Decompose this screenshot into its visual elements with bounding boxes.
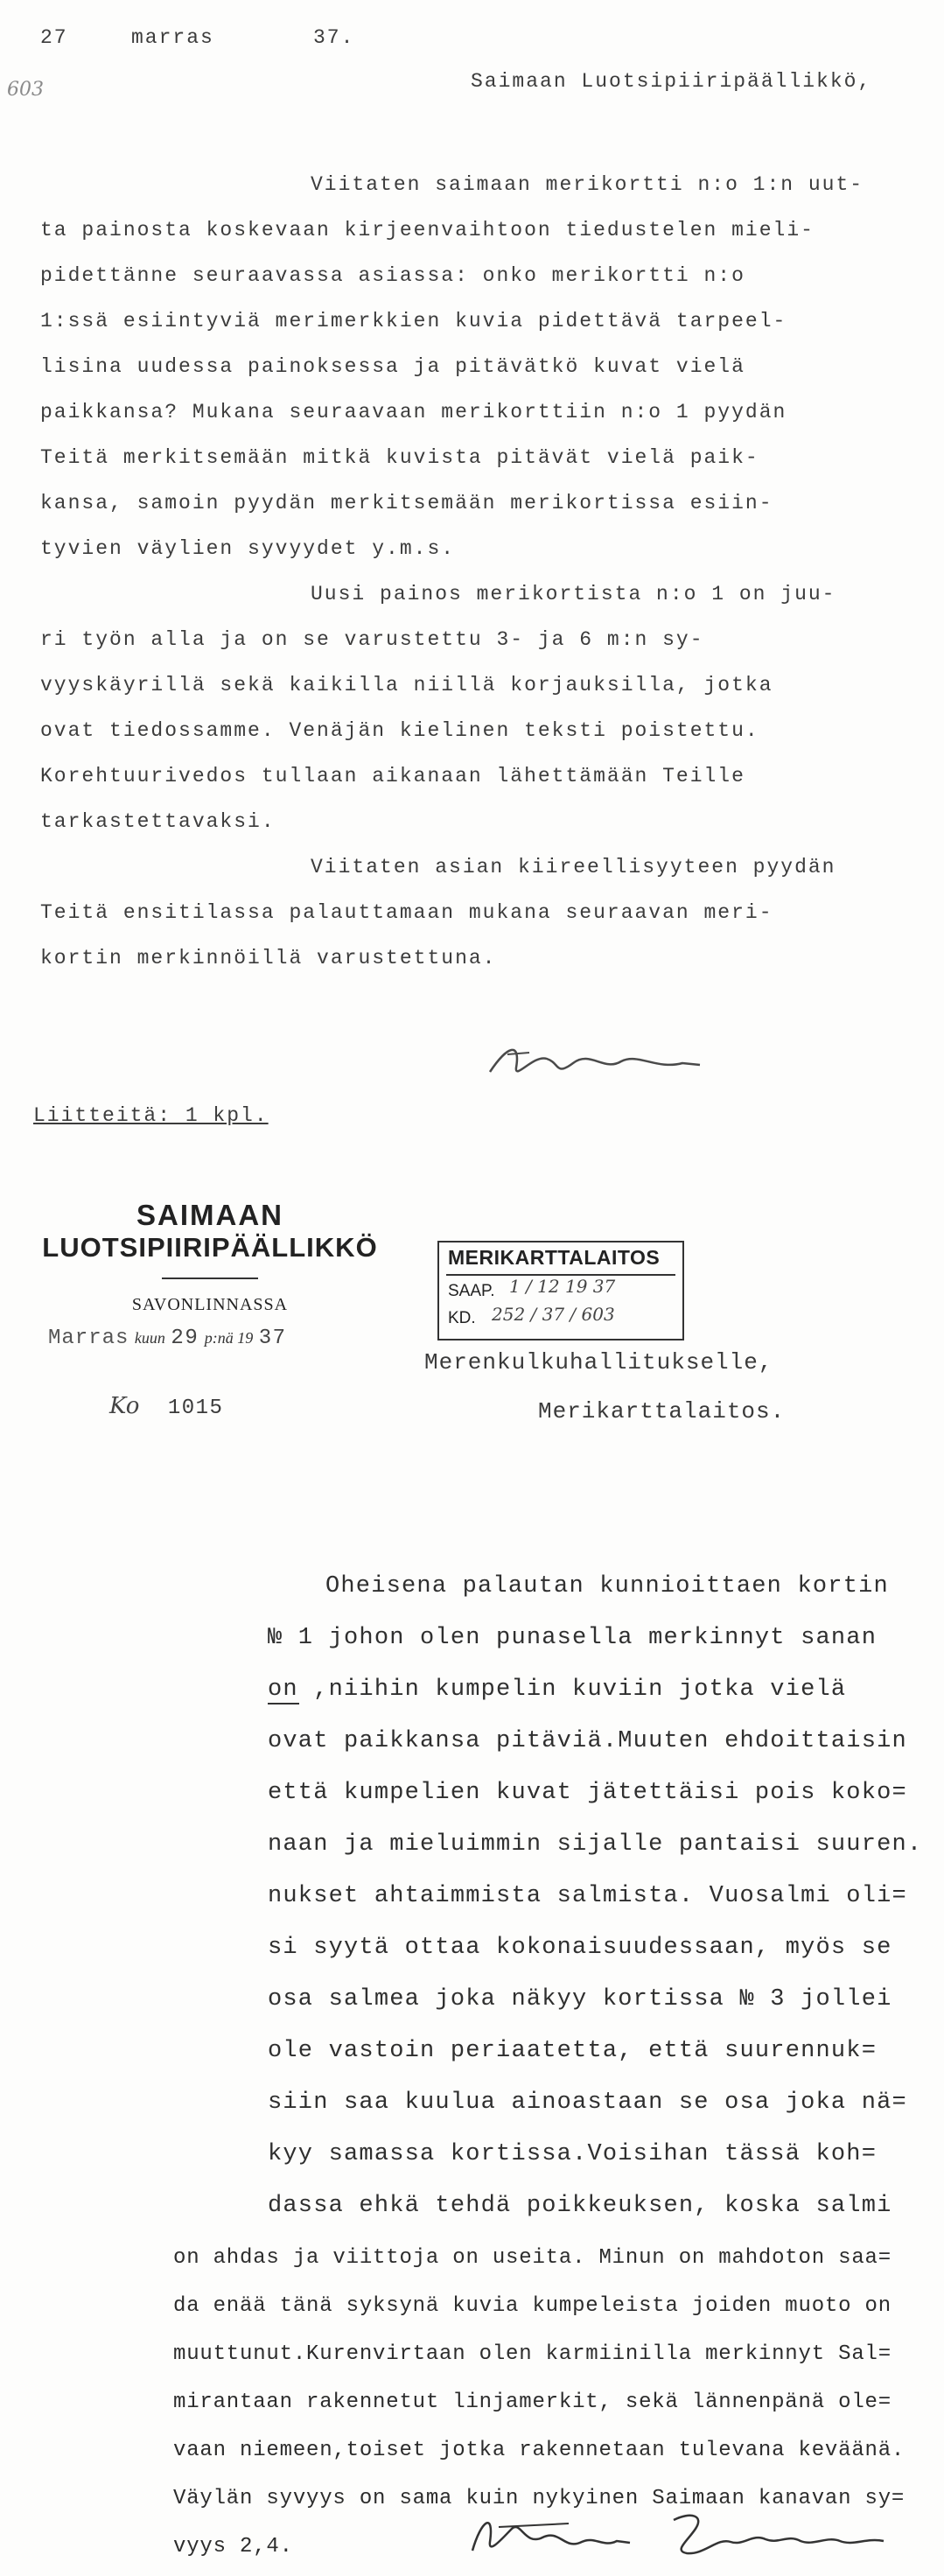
letter1-line: tarkastettavaksi.	[40, 810, 276, 833]
signature-1-icon	[481, 1028, 709, 1089]
reply-line: si syytä ottaa kokonaisuudessaan, myös se	[268, 1935, 892, 1961]
letter1-line: Teitä merkitsemään mitkä kuvista pitävät vielä paik-	[40, 446, 759, 469]
reply-line: kyy samassa kortissa.Voisihan tässä koh=	[268, 2141, 878, 2167]
reply-line: on ,niihin kumpelin kuviin jotka vielä	[268, 1676, 847, 1703]
reply-line: Oheisena palautan kunnioittaen kortin	[325, 1573, 889, 1600]
reply-line: että kumpelien kuvat jätettäisi pois koko=	[268, 1780, 907, 1806]
letter1-line: vyyskäyrillä sekä kaikilla niillä korjauksilla, jotka	[40, 674, 773, 696]
reply-line: osa salmea joka näkyy kortissa № 3 jollei	[268, 1986, 892, 2012]
letter1-line: Teitä ensitilassa palauttamaan mukana seuraavan meri-	[40, 901, 773, 924]
stamp-left-divider	[162, 1278, 258, 1279]
address-line2: Merikarttalaitos.	[538, 1398, 786, 1424]
on-underline	[268, 1703, 299, 1704]
signature-2-icon	[464, 2502, 901, 2564]
letter1-line: Viitaten asian kiireellisyyteen pyydän	[311, 856, 836, 878]
stamp-date-year: 37	[258, 1326, 287, 1350]
reply-small-line: mirantaan rakennetut linjamerkit, sekä lännenpänä ole=	[173, 2390, 892, 2414]
letter1-line: lisina uudessa painoksessa ja pitävätkö kuvat vielä	[40, 355, 745, 378]
stamp-kd-label: KD.	[448, 1309, 476, 1327]
number-prefix: Ko	[109, 1393, 140, 1419]
reply-line: ovat paikkansa pitäviä.Muuten ehdoittaisin	[268, 1728, 907, 1754]
stamp-saap-label: SAAP.	[448, 1282, 495, 1300]
reply-small-line: da enää tänä syksynä kuvia kumpeleista joiden muoto on	[173, 2294, 892, 2318]
reply-small-line: muuttunut.Kurenvirtaan olen karmiinilla merkinnyt Sal=	[173, 2342, 892, 2366]
letter1-line: Uusi painos merikortista n:o 1 on juu-	[311, 583, 836, 606]
letter1-line: pidettänne seuraavassa asiassa: onko merikortti n:o	[40, 264, 745, 287]
reply-small-line: Väylän syvyys on sama kuin nykyinen Saimaan kanavan sy=	[173, 2487, 906, 2510]
letter1-line: Viitaten saimaan merikortti n:o 1:n uut-	[311, 173, 864, 196]
pencil-reference-note: 603	[7, 79, 44, 101]
recipient-line: Saimaan Luotsipiiripäällikkö,	[471, 70, 872, 93]
stamp-date-day: 29	[171, 1326, 199, 1350]
header-year: 37.	[313, 26, 355, 49]
attachments-line: Liitteitä: 1 kpl.	[33, 1104, 269, 1127]
reply-line: dassa ehkä tehdä poikkeuksen, koska salmi	[268, 2193, 892, 2219]
number-value: 1015	[167, 1396, 224, 1420]
letter1-line: ri työn alla ja on se varustettu 3- ja 6 m:n sy-	[40, 628, 704, 651]
letter1-line: tyvien väylien syvyydet y.m.s.	[40, 537, 456, 560]
reply-small-line: on ahdas ja viittoja on useita. Minun on mahdoton saa=	[173, 2246, 892, 2270]
stamp-kd-value: 252 / 37 / 603	[492, 1304, 615, 1325]
reply-line: siin saa kuulua ainoastaan se osa joka nä=	[268, 2090, 907, 2116]
stamp-right-title: MERIKARTTALAITOS	[448, 1246, 661, 1269]
stamp-left-title2: LUOTSIPIIRIPÄÄLLIKKÖ	[42, 1232, 378, 1263]
address-line1: Merenkulkuhallitukselle,	[424, 1349, 773, 1376]
letter1-line: 1:ssä esiintyviä merimerkkien kuvia pidettävä tarpeel-	[40, 310, 787, 332]
letter1-line: Korehtuurivedos tullaan aikanaan lähettämään Teille	[40, 765, 745, 788]
stamp-right-box	[437, 1241, 684, 1340]
stamp-left-date	[48, 1323, 287, 1350]
letter1-line: paikkansa? Mukana seuraavaan merikorttiin n:o 1 pyydän	[40, 401, 787, 424]
letter1-line: kortin merkinnöillä varustettuna.	[40, 947, 497, 970]
reply-line: naan ja mieluimmin sijalle pantaisi suuren.	[268, 1831, 923, 1858]
letter1-line: kansa, samoin pyydän merkitsemään merikortissa esiin-	[40, 492, 773, 514]
stamp-left-number	[109, 1393, 223, 1420]
stamp-date-suffix: p:nä 19	[204, 1329, 254, 1347]
header-day: 27	[40, 26, 68, 49]
stamp-saap-value: 1 / 12 19 37	[509, 1276, 616, 1297]
reply-line: ole vastoin periaatetta, että suurennuk=	[268, 2038, 878, 2064]
stamp-date-month: Marras	[48, 1326, 129, 1350]
stamp-date-kuun: kuun	[134, 1329, 165, 1347]
reply-line: № 1 johon olen punasella merkinnyt sanan	[268, 1625, 878, 1651]
header-month: marras	[131, 26, 214, 49]
stamp-left-city: SAVONLINNASSA	[131, 1295, 289, 1314]
reply-small-line: vaan niemeen,toiset jotka rakennetaan tulevana keväänä.	[173, 2439, 906, 2462]
stamp-left-title1: SAIMAAN	[136, 1199, 283, 1231]
reply-line: nukset ahtaimmista salmista. Vuosalmi oli=	[268, 1883, 907, 1909]
letter1-line: ta painosta koskevaan kirjeenvaihtoon tiedustelen mieli-	[40, 219, 815, 242]
reply-small-line: vyys 2,4.	[173, 2535, 293, 2558]
letter1-line: ovat tiedossamme. Venäjän kielinen teksti poistettu.	[40, 719, 759, 742]
